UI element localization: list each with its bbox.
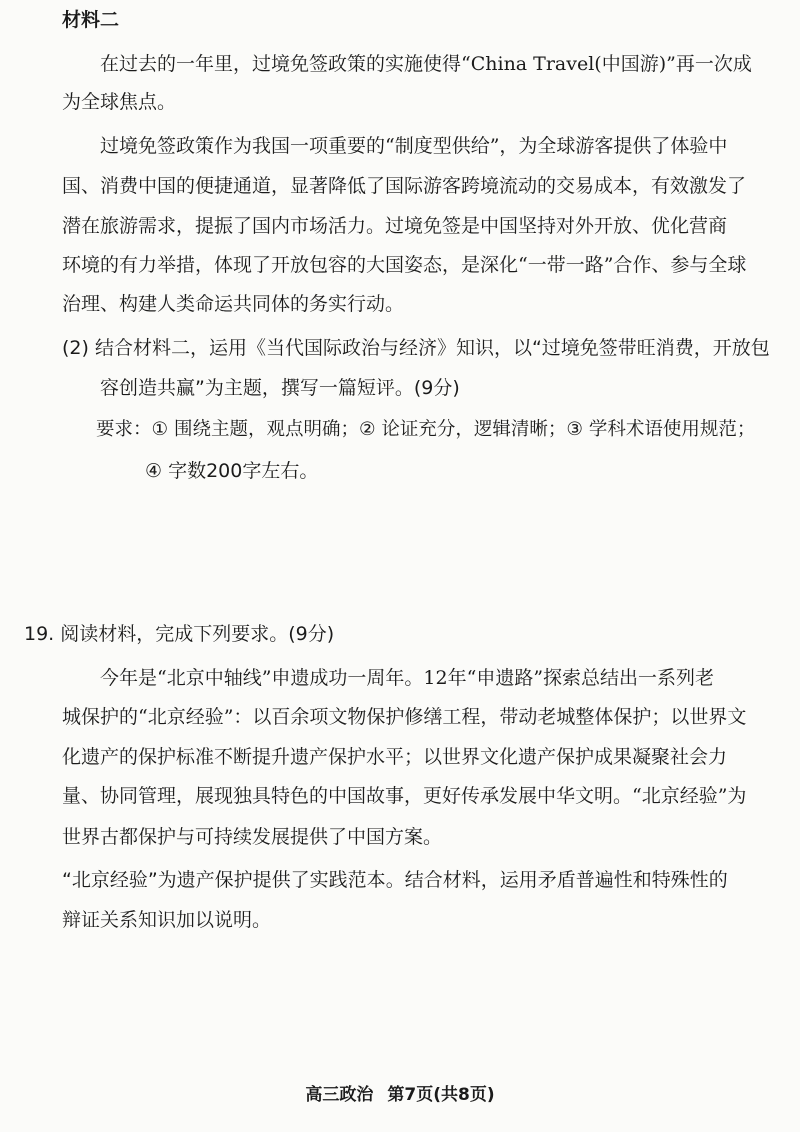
- material2-p2-line1: 过境免签政策作为我国一项重要的“制度型供给”，为全球游客提供了体验中: [100, 135, 728, 157]
- material2-p2-line2: 国、消费中国的便捷通道，显著降低了国际游客跨境流动的交易成本，有效激发了: [62, 175, 747, 197]
- question2-line2: 容创造共赢”为主题，撰写一篇短评。(9分): [100, 377, 460, 399]
- question19-material-line1: 今年是“北京中轴线”申遗成功一周年。12年“申遗路”探索总结出一系列老: [100, 667, 715, 689]
- material2-heading: 材料二: [62, 9, 120, 31]
- material2-p2-line4: 环境的有力举措，体现了开放包容的大国姿态，是深化“一带一路”合作、参与全球: [62, 254, 747, 276]
- material2-p2-line3: 潜在旅游需求，提振了国内市场活力。过境免签是中国坚持对外开放、优化营商: [62, 215, 728, 237]
- question2-requirements-line1: 要求：① 围绕主题，观点明确；② 论证充分，逻辑清晰；③ 学科术语使用规范；: [96, 419, 756, 440]
- page-footer: [0, 1080, 800, 1105]
- footer-subject: 高三政治: [305, 1085, 374, 1105]
- question2-requirements-line2: ④ 字数200字左右。: [145, 460, 319, 482]
- question19-task-line1: “北京经验”为遗产保护提供了实践范本。结合材料，运用矛盾普遍性和特殊性的: [62, 869, 728, 891]
- material2-p1-line2: 为全球焦点。: [62, 91, 177, 113]
- material2-p1-line1: 在过去的一年里，过境免签政策的实施使得“China Travel(中国游)”再一次成: [100, 53, 752, 75]
- question19-task-line2: 辩证关系知识加以说明。: [62, 909, 272, 931]
- question2-line1: (2) 结合材料二，运用《当代国际政治与经济》知识，以“过境免签带旺消费，开放包: [62, 337, 770, 359]
- material2-p2-line5: 治理、构建人类命运共同体的务实行动。: [62, 293, 405, 315]
- question19-title: 19. 阅读材料，完成下列要求。(9分): [24, 623, 335, 645]
- question19-material-line4: 量、协同管理，展现独具特色的中国故事，更好传承发展中华文明。“北京经验”为: [62, 785, 747, 807]
- question19-material-line3: 化遗产的保护标准不断提升遗产保护水平；以世界文化遗产保护成果凝聚社会力: [62, 746, 728, 768]
- footer-page-number: 第7页(共8页): [387, 1085, 495, 1105]
- question19-material-line5: 世界古都保护与可持续发展提供了中国方案。: [62, 826, 443, 848]
- question19-material-line2: 城保护的“北京经验”：以百余项文物保护修缮工程，带动老城整体保护；以世界文: [62, 706, 747, 728]
